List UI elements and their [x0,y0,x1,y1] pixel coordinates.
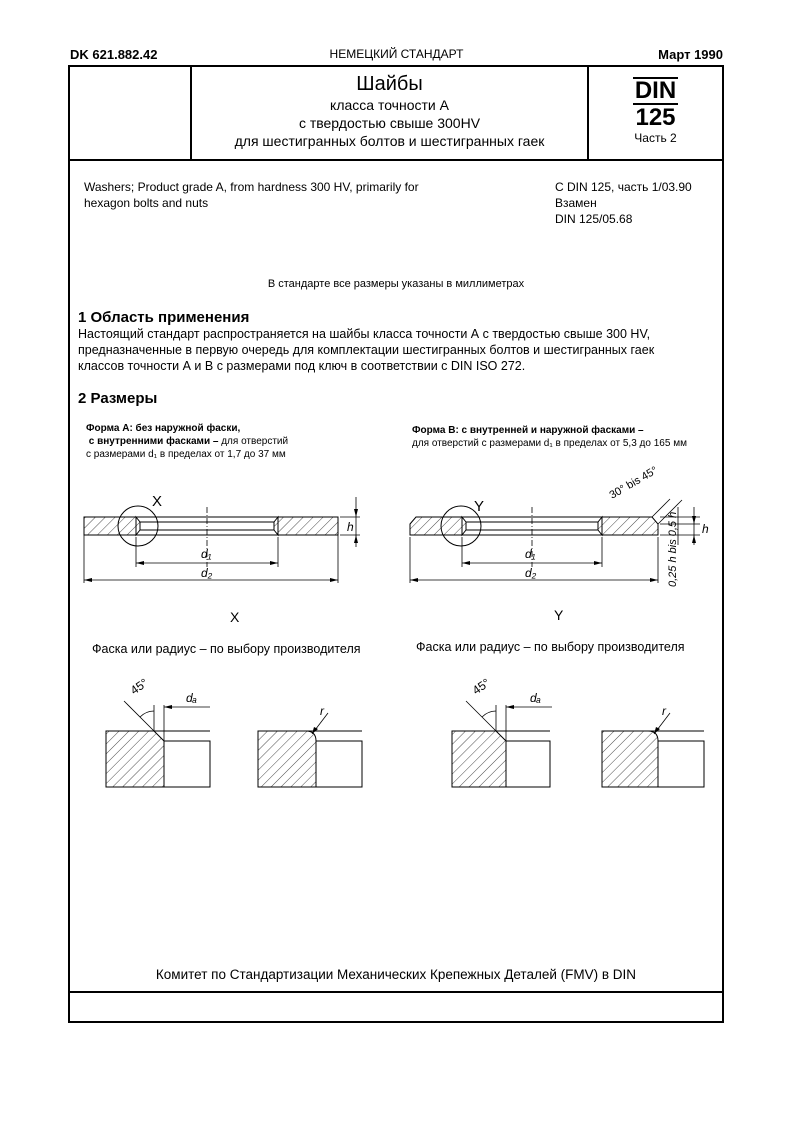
title-line-3: для шестигранных болтов и шестигранных гаек [234,133,545,149]
title-line-2: с твердостью свыше 300HV [298,115,481,131]
form-a-d1-label: d₁ [201,547,212,561]
technical-drawings [70,67,722,1021]
form-a-line-2b: для отверстий [218,436,289,447]
detail-x-marker: X [152,493,163,510]
form-a-d2-label: d₂ [201,566,213,580]
footer-separator [70,991,722,993]
detail-x-chamfer-drawing [106,701,210,787]
english-title-line-1: Washers; Product grade A, from hardness 300 HV, primarily for [84,180,419,194]
detail-y-r-label: r [662,704,666,718]
section-1-line-3: классов точности А и В с размерами под ключ в соответствии с DIN ISO 272. [78,359,526,373]
detail-x-title: X [230,609,240,625]
detail-x-radius-drawing [258,713,362,787]
form-a-line-1: Форма А: без наружной фаски, [86,423,241,434]
detail-x-r-label: r [320,704,324,718]
standard-part: Часть 2 [634,131,677,145]
replacement-line-2: Взамен [555,196,597,210]
replacement-line-1: С DIN 125, часть 1/03.90 [555,180,692,194]
standard-number: 125 [635,104,676,131]
title-line-1: класса точности А [330,97,449,113]
form-b-washer-drawing [410,499,700,583]
title-main: Шайбы [356,73,423,95]
form-b-d2-label: d₂ [525,566,537,580]
detail-y-chamfer-drawing [452,701,552,787]
form-a-line-3: с размерами d₁ в пределах от 1,7 до 37 мм [86,449,286,460]
detail-x-da-label: dₐ [186,691,197,705]
detail-y-angle-label: 45° [469,675,493,698]
page-frame [68,65,724,1023]
detail-y-da-label: dₐ [530,691,541,705]
section-1-heading: 1 Область применения [78,309,250,326]
form-b-h-label: h [702,522,709,536]
document-date: Март 1990 [658,47,723,62]
section-1-line-2: предназначенные в первую очередь для комплектации шестигранных болтов и шестигранных гаек [78,343,655,357]
form-b-line-1: Форма В: с внутренней и наружной фасками – [412,425,644,436]
form-b-angle-label: 30° bis 45° [607,464,660,502]
detail-y-radius-drawing [602,713,704,787]
replacement-line-3: DIN 125/05.68 [555,212,633,226]
form-b-line-2: для отверстий с размерами d₁ в пределах от 5,3 до 165 мм [412,438,687,449]
chamfer-note-y: Фаска или радиус – по выбору производителя [416,640,685,654]
detail-y-marker: Y [474,498,485,515]
document-code: DK 621.882.42 [70,47,158,62]
section-1-line-1: Настоящий стандарт распространяется на шайбы класса точности А с твердостью свыше 300 HV, [78,327,651,341]
units-note: В стандарте все размеры указаны в миллиметрах [267,278,525,290]
detail-x-angle-label: 45° [127,675,151,698]
chamfer-note-x: Фаска или радиус – по выбору производителя [92,642,361,656]
english-title-line-2: hexagon bolts and nuts [84,196,209,210]
detail-y-title: Y [554,607,564,623]
form-a-line-2: с внутренними фасками – [88,436,219,447]
document-type: НЕМЕЦКИЙ СТАНДАРТ [329,47,464,61]
section-2-heading: 2 Размеры [78,390,158,407]
committee-footer: Комитет по Стандартизации Механических Крепежных Деталей (FMV) в DIN [155,967,637,982]
form-b-h-range-label: 0,25 h bis 0,5 h [667,511,679,587]
form-a-h-label: h [347,520,354,534]
din-logo: DIN [634,77,677,104]
form-a-washer-drawing [84,497,360,583]
form-b-d1-label: d₁ [525,547,536,561]
